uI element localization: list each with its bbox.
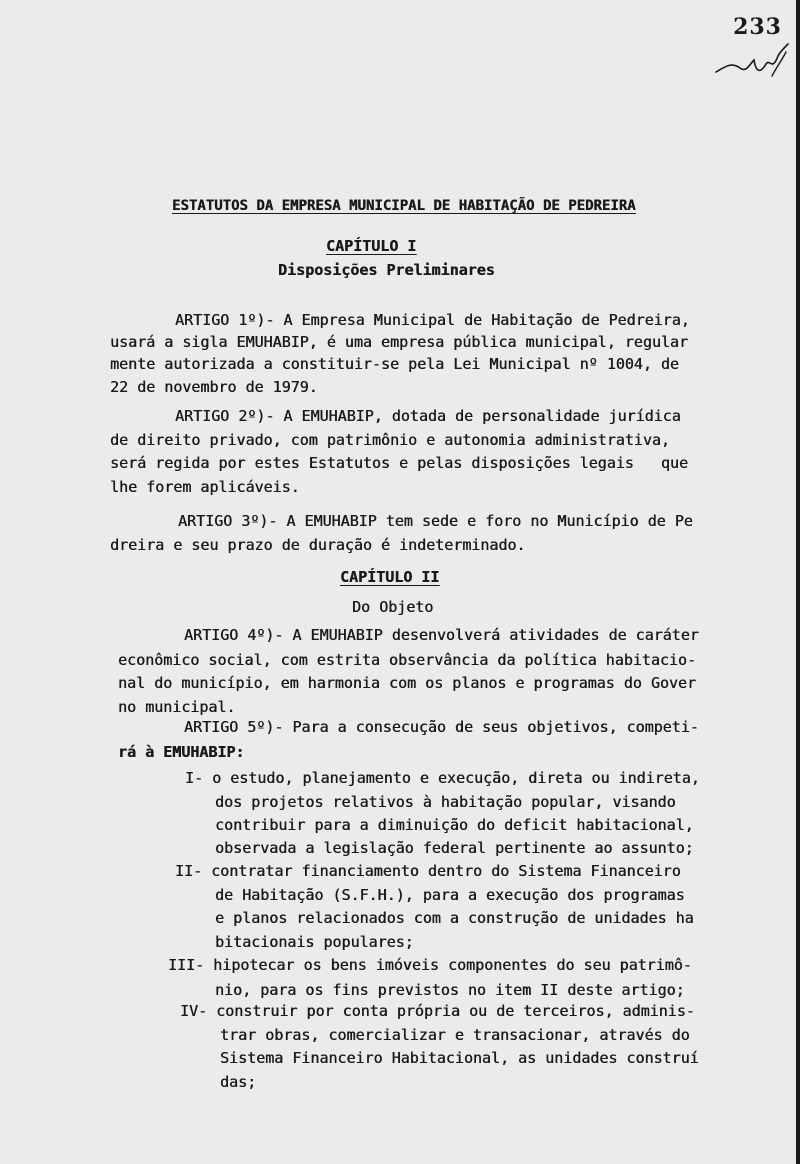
article-2-line: ARTIGO 2º)- A EMUHABIP, dotada de personalidade jurídica [175,407,681,425]
item-1-line: I- o estudo, planejamento e execução, direta ou indireta, [185,769,700,787]
article-4-line: ARTIGO 4º)- A EMUHABIP desenvolverá atividades de caráter [184,626,699,644]
article-2-line: de direito privado, com patrimônio e autonomia administrativa, [110,431,670,449]
item-2-line: II- contratar financiamento dentro do Sistema Financeiro [175,862,681,880]
article-4-line: econômico social, com estrita observância da política habitacio- [118,651,696,669]
item-2-line: de Habitação (S.F.H.), para a execução dos programas [215,886,685,904]
article-3-line: dreira e seu prazo de duração é indeterminado. [110,536,526,554]
article-5-line: rá à EMUHABIP: [118,743,245,761]
article-4-line: nal do município, em harmonia com os planos e programas do Gover [118,674,696,692]
article-4-line: no municipal. [118,698,236,716]
chapter-2-subtitle: Do Objeto [352,598,434,616]
handwritten-initials-signature [712,42,792,92]
item-2-line: bitacionais populares; [215,933,414,951]
document-title: ESTATUTOS DA EMPRESA MUNICIPAL DE HABITAÇÃO DE PEDREIRA [172,198,636,214]
item-1-line: contribuir para a diminuição do deficit habitacional, [215,816,694,834]
article-2-line: lhe forem aplicáveis. [110,478,300,496]
item-1-line: observada a legislação federal pertinente ao assunto; [215,839,694,857]
page-number: 233 [733,14,782,40]
item-4-line: das; [220,1073,257,1091]
article-2-line: será regida por estes Estatutos e pelas disposições legais que [110,454,688,472]
article-1-line: usará a sigla EMUHABIP, é uma empresa pública municipal, regular [110,333,688,351]
article-1-line: 22 de novembro de 1979. [110,378,318,396]
article-3-line: ARTIGO 3º)- A EMUHABIP tem sede e foro no Município de Pe [178,512,693,530]
chapter-1-subtitle: Disposições Preliminares [278,261,495,279]
item-4-line: Sistema Financeiro Habitacional, as unidades construí [220,1049,699,1067]
article-5-line: ARTIGO 5º)- Para a consecução de seus objetivos, competi- [184,718,699,736]
item-4-line: IV- construir por conta própria ou de terceiros, adminis- [180,1002,695,1020]
article-1-line: mente autorizada a constituir-se pela Lei Municipal nº 1004, de [110,355,679,373]
item-4-line: trar obras, comercializar e transacionar, através do [220,1026,690,1044]
chapter-2-heading: CAPÍTULO II [340,568,440,586]
item-3-line: nio, para os fins previstos no item II deste artigo; [215,981,685,999]
item-3-line: III- hipotecar os bens imóveis componentes do seu patrimô- [168,956,692,974]
article-1-line: ARTIGO 1º)- A Empresa Municipal de Habitação de Pedreira, [175,311,690,329]
item-2-line: e planos relacionados com a construção de unidades ha [215,909,694,927]
chapter-1-heading: CAPÍTULO I [326,237,417,255]
item-1-line: dos projetos relativos à habitação popular, visando [215,793,676,811]
